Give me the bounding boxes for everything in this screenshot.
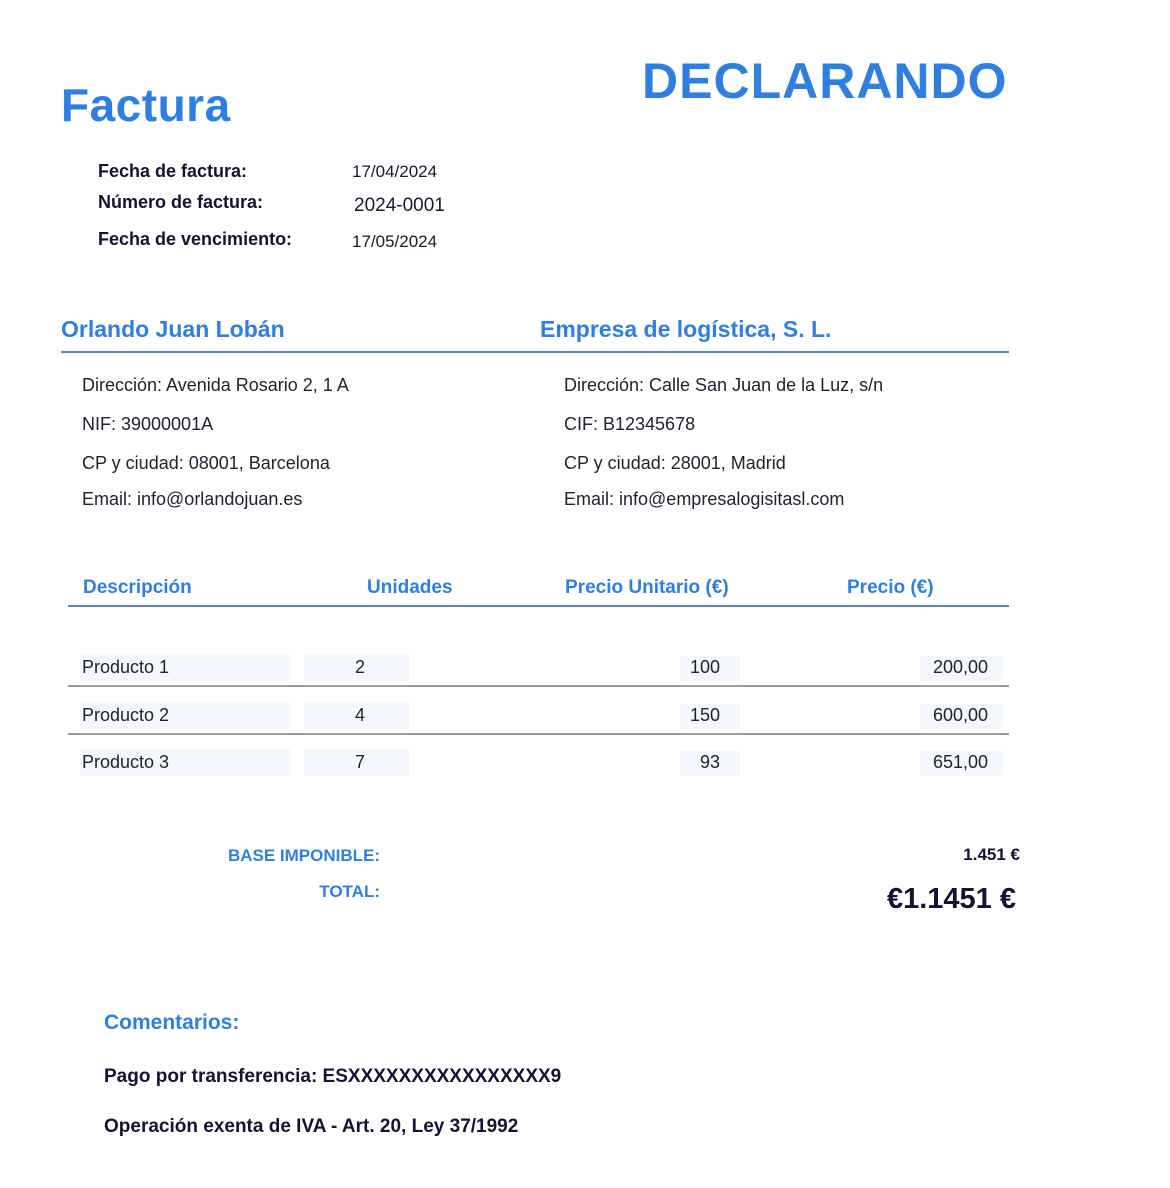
invoice-date-value: 17/04/2024 bbox=[352, 162, 438, 181]
comments-title: Comentarios: bbox=[104, 1011, 240, 1034]
total-label: TOTAL: bbox=[319, 882, 380, 901]
row-2-price: 600,00 bbox=[932, 705, 988, 725]
due-date-value: 17/05/2024 bbox=[352, 232, 438, 251]
client-name: Empresa de logística, S. L. bbox=[540, 316, 832, 342]
invoice-number-value: 2024-0001 bbox=[354, 195, 445, 216]
total-value: €1.1451 € bbox=[886, 883, 1016, 915]
row-2-unit-price: 150 bbox=[689, 705, 720, 725]
row-2-units: 4 bbox=[355, 705, 366, 725]
row-3-units: 7 bbox=[355, 752, 366, 772]
column-header-description: Descripción bbox=[83, 577, 192, 598]
row-3-description: Producto 3 bbox=[82, 752, 170, 772]
row-1-description: Producto 1 bbox=[82, 657, 170, 677]
client-email: Email: info@empresalogisitasl.com bbox=[564, 489, 845, 509]
issuer-email: Email: info@orlandojuan.es bbox=[82, 489, 303, 509]
invoice-number-label: Número de factura: bbox=[98, 192, 264, 212]
base-imponible-value: 1.451 € bbox=[963, 845, 1020, 864]
client-city: CP y ciudad: 28001, Madrid bbox=[564, 453, 786, 473]
row-3-price: 651,00 bbox=[932, 752, 988, 772]
parties-divider bbox=[61, 351, 1009, 353]
declarando-logo: DECLARANDO bbox=[642, 53, 1008, 109]
row-1-units: 2 bbox=[355, 657, 366, 677]
client-address: Dirección: Calle San Juan de la Luz, s/n bbox=[564, 375, 884, 395]
row-2-description: Producto 2 bbox=[82, 705, 170, 725]
base-imponible-label: BASE IMPONIBLE: bbox=[227, 846, 380, 865]
issuer-address: Dirección: Avenida Rosario 2, 1 A bbox=[82, 375, 349, 395]
column-header-units: Unidades bbox=[367, 577, 453, 598]
row-divider bbox=[68, 733, 1009, 735]
table-header-divider bbox=[68, 605, 1009, 607]
row-1-unit-price: 100 bbox=[689, 657, 720, 677]
vat-exemption-comment: Operación exenta de IVA - Art. 20, Ley 37/1992 bbox=[104, 1116, 519, 1137]
due-date-label: Fecha de vencimiento: bbox=[98, 229, 293, 249]
column-header-unit-price: Precio Unitario (€) bbox=[565, 577, 729, 598]
column-header-price: Precio (€) bbox=[847, 577, 934, 598]
issuer-tax-id: NIF: 39000001A bbox=[82, 414, 214, 434]
issuer-city: CP y ciudad: 08001, Barcelona bbox=[82, 453, 330, 473]
row-divider bbox=[68, 685, 1009, 687]
invoice-date-label: Fecha de factura: bbox=[98, 161, 248, 181]
issuer-name: Orlando Juan Lobán bbox=[61, 316, 285, 342]
row-3-unit-price: 93 bbox=[699, 752, 720, 772]
payment-comment: Pago por transferencia: ESXXXXXXXXXXXXXXXX9 bbox=[104, 1066, 562, 1087]
row-1-price: 200,00 bbox=[932, 657, 988, 677]
invoice-title: Factura bbox=[61, 79, 231, 131]
client-tax-id: CIF: B12345678 bbox=[564, 414, 696, 434]
